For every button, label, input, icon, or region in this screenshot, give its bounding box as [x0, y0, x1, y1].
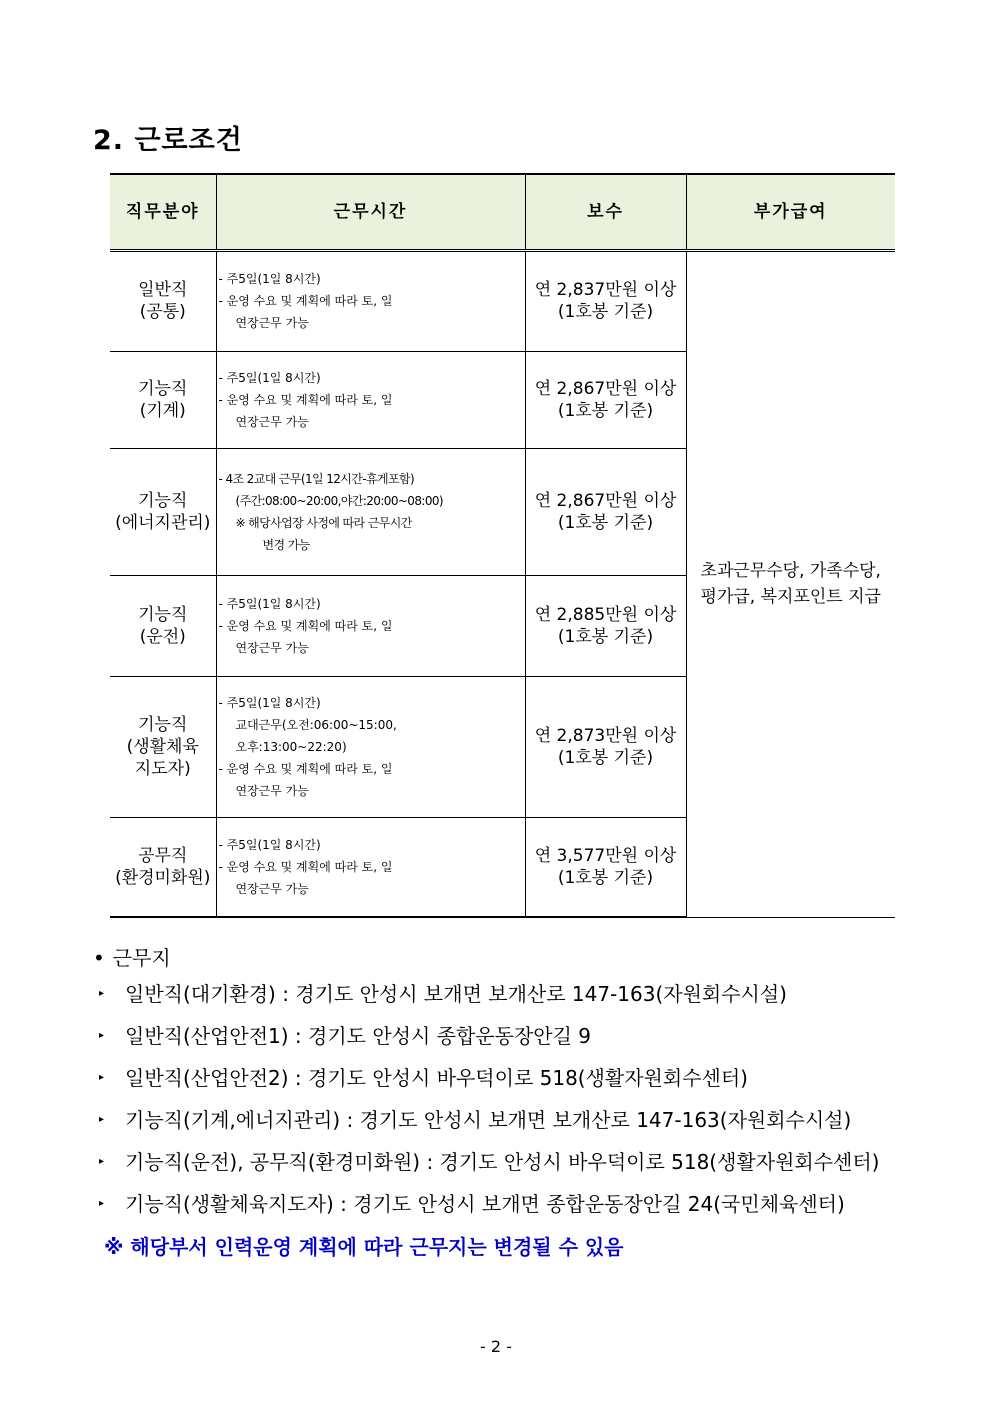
- field-line: (기계): [139, 400, 186, 421]
- workplace-text: 기능직(운전), 공무직(환경미화원) : 경기도 안성시 바우덕이로 518(생활자원회수센터): [125, 1150, 880, 1174]
- hours-line: - 4조 2교대 근무(1일 12시간-휴게포함): [218, 471, 415, 486]
- field-cell: [110, 351, 216, 448]
- section-title: 2. 근로조건: [93, 125, 243, 156]
- hours-line: ※ 해당사업장 사정에 따라 근무시간: [235, 515, 412, 530]
- hours-line: - 운영 수요 및 계획에 따라 토, 일: [218, 294, 393, 308]
- header-pay: 보수: [525, 174, 686, 250]
- field-line: 지도자): [134, 758, 191, 779]
- hours-cell: [216, 250, 525, 351]
- header-field: 직무분야: [110, 174, 216, 250]
- pay-line: 연 3,577만원 이상: [534, 845, 677, 866]
- hours-line: - 주5일(1일 8시간): [218, 272, 321, 286]
- field-line: 기능직: [138, 378, 188, 399]
- pay-line: (1호봉 기준): [557, 400, 654, 421]
- field-line: 기능직: [138, 714, 188, 735]
- hours-line: 연장근무 가능: [235, 316, 309, 330]
- field-line: (공통): [139, 302, 186, 322]
- workplace-heading: [93, 942, 171, 971]
- pay-line: (1호봉 기준): [557, 747, 654, 768]
- benefit-line: 평가급, 복지포인트 지급: [700, 587, 881, 607]
- workplace-text: 일반직(산업안전2) : 경기도 안성시 바우덕이로 518(생활자원회수센터): [125, 1066, 748, 1090]
- triangle-bullet-icon: ▸: [99, 1113, 105, 1125]
- workplace-text: 기능직(기계,에너지관리) : 경기도 안성시 보개면 보개산로 147-163(자원회수시설): [125, 1108, 852, 1132]
- hours-line: 연장근무 가능: [235, 783, 309, 798]
- pay-cell: [525, 817, 686, 917]
- triangle-bullet-icon: ▸: [99, 1071, 105, 1083]
- hours-line: 연장근무 가능: [235, 881, 309, 896]
- workplace-text: 기능직(생활체육지도자) : 경기도 안성시 보개면 종합운동장안길 24(국민체육센터): [125, 1192, 845, 1216]
- field-line: 기능직: [138, 604, 188, 625]
- field-line: 일반직: [138, 280, 188, 300]
- hours-line: - 주5일(1일 8시간): [218, 596, 321, 611]
- workplace-heading-text: 근무지: [112, 946, 171, 970]
- workplace-text: 일반직(대기환경) : 경기도 안성시 보개면 보개산로 147-163(자원회수시설): [125, 982, 787, 1006]
- list-item: [99, 980, 879, 1022]
- list-item: [99, 1022, 879, 1064]
- pay-cell: [525, 250, 686, 351]
- pay-line: (1호봉 기준): [557, 512, 654, 533]
- field-line: (환경미화원): [115, 867, 211, 888]
- hours-line: 교대근무(오전:06:00~15:00,: [235, 717, 397, 732]
- pay-cell: [525, 676, 686, 817]
- hours-line: 오후:13:00~22:20): [235, 739, 347, 754]
- hours-cell: [216, 676, 525, 817]
- field-line: (에너지관리): [115, 512, 211, 533]
- pay-line: 연 2,873만원 이상: [534, 725, 677, 746]
- field-line: 공무직: [138, 845, 188, 866]
- pay-line: (1호봉 기준): [557, 867, 654, 888]
- pay-cell: [525, 351, 686, 448]
- field-cell: [110, 448, 216, 575]
- list-item: [99, 1148, 879, 1190]
- hours-line: - 주5일(1일 8시간): [218, 370, 321, 385]
- workplace-note: ※ 해당부서 인력운영 계획에 따라 근무지는 변경될 수 있음: [104, 1235, 624, 1259]
- hours-line: 연장근무 가능: [235, 640, 309, 655]
- list-item: [99, 1106, 879, 1148]
- hours-line: 연장근무 가능: [235, 414, 309, 429]
- pay-line: 연 2,867만원 이상: [534, 378, 677, 399]
- pay-line: (1호봉 기준): [557, 626, 654, 647]
- pay-line: 연 2,885만원 이상: [534, 604, 677, 625]
- workplace-text: 일반직(산업안전1) : 경기도 안성시 종합운동장안길 9: [125, 1024, 591, 1048]
- header-hours: 근무시간: [216, 174, 525, 250]
- list-item: [99, 1064, 879, 1106]
- triangle-bullet-icon: ▸: [99, 1197, 105, 1209]
- bullet-dot: •: [93, 946, 105, 970]
- hours-cell: [216, 351, 525, 448]
- field-cell: [110, 676, 216, 817]
- pay-line: (1호봉 기준): [557, 302, 654, 322]
- field-cell: [110, 575, 216, 676]
- hours-line: - 주5일(1일 8시간): [218, 695, 321, 710]
- benefit-line: 초과근무수당, 가족수당,: [700, 561, 881, 581]
- hours-line: - 주5일(1일 8시간): [218, 837, 321, 852]
- table-header-row: [110, 174, 895, 250]
- hours-line: - 운영 수요 및 계획에 따라 토, 일: [218, 618, 393, 633]
- triangle-bullet-icon: ▸: [99, 987, 105, 999]
- hours-cell: [216, 448, 525, 575]
- pay-cell: [525, 575, 686, 676]
- header-benefit: 부가급여: [686, 174, 895, 250]
- pay-line: 연 2,867만원 이상: [534, 490, 677, 511]
- hours-line: - 운영 수요 및 계획에 따라 토, 일: [218, 392, 393, 407]
- field-line: (생활체육: [126, 736, 199, 757]
- field-line: 기능직: [138, 490, 188, 511]
- field-line: (운전): [139, 626, 186, 647]
- list-item: [99, 1190, 879, 1232]
- field-cell: [110, 817, 216, 917]
- hours-line: (주간:08:00~20:00,야간:20:00~08:00): [235, 493, 443, 508]
- hours-cell: [216, 575, 525, 676]
- hours-line: - 운영 수요 및 계획에 따라 토, 일: [218, 761, 393, 776]
- hours-line: 변경 가능: [262, 537, 310, 552]
- working-conditions-table: [110, 173, 895, 918]
- pay-cell: [525, 448, 686, 575]
- hours-line: - 운영 수요 및 계획에 따라 토, 일: [218, 859, 393, 874]
- triangle-bullet-icon: ▸: [99, 1029, 105, 1041]
- page-number: - 2 -: [480, 1337, 512, 1356]
- workplace-list: [99, 980, 879, 1232]
- table-row: [110, 250, 895, 351]
- field-cell: [110, 250, 216, 351]
- triangle-bullet-icon: ▸: [99, 1155, 105, 1167]
- hours-cell: [216, 817, 525, 917]
- benefit-cell: [686, 250, 895, 917]
- pay-line: 연 2,837만원 이상: [534, 280, 677, 300]
